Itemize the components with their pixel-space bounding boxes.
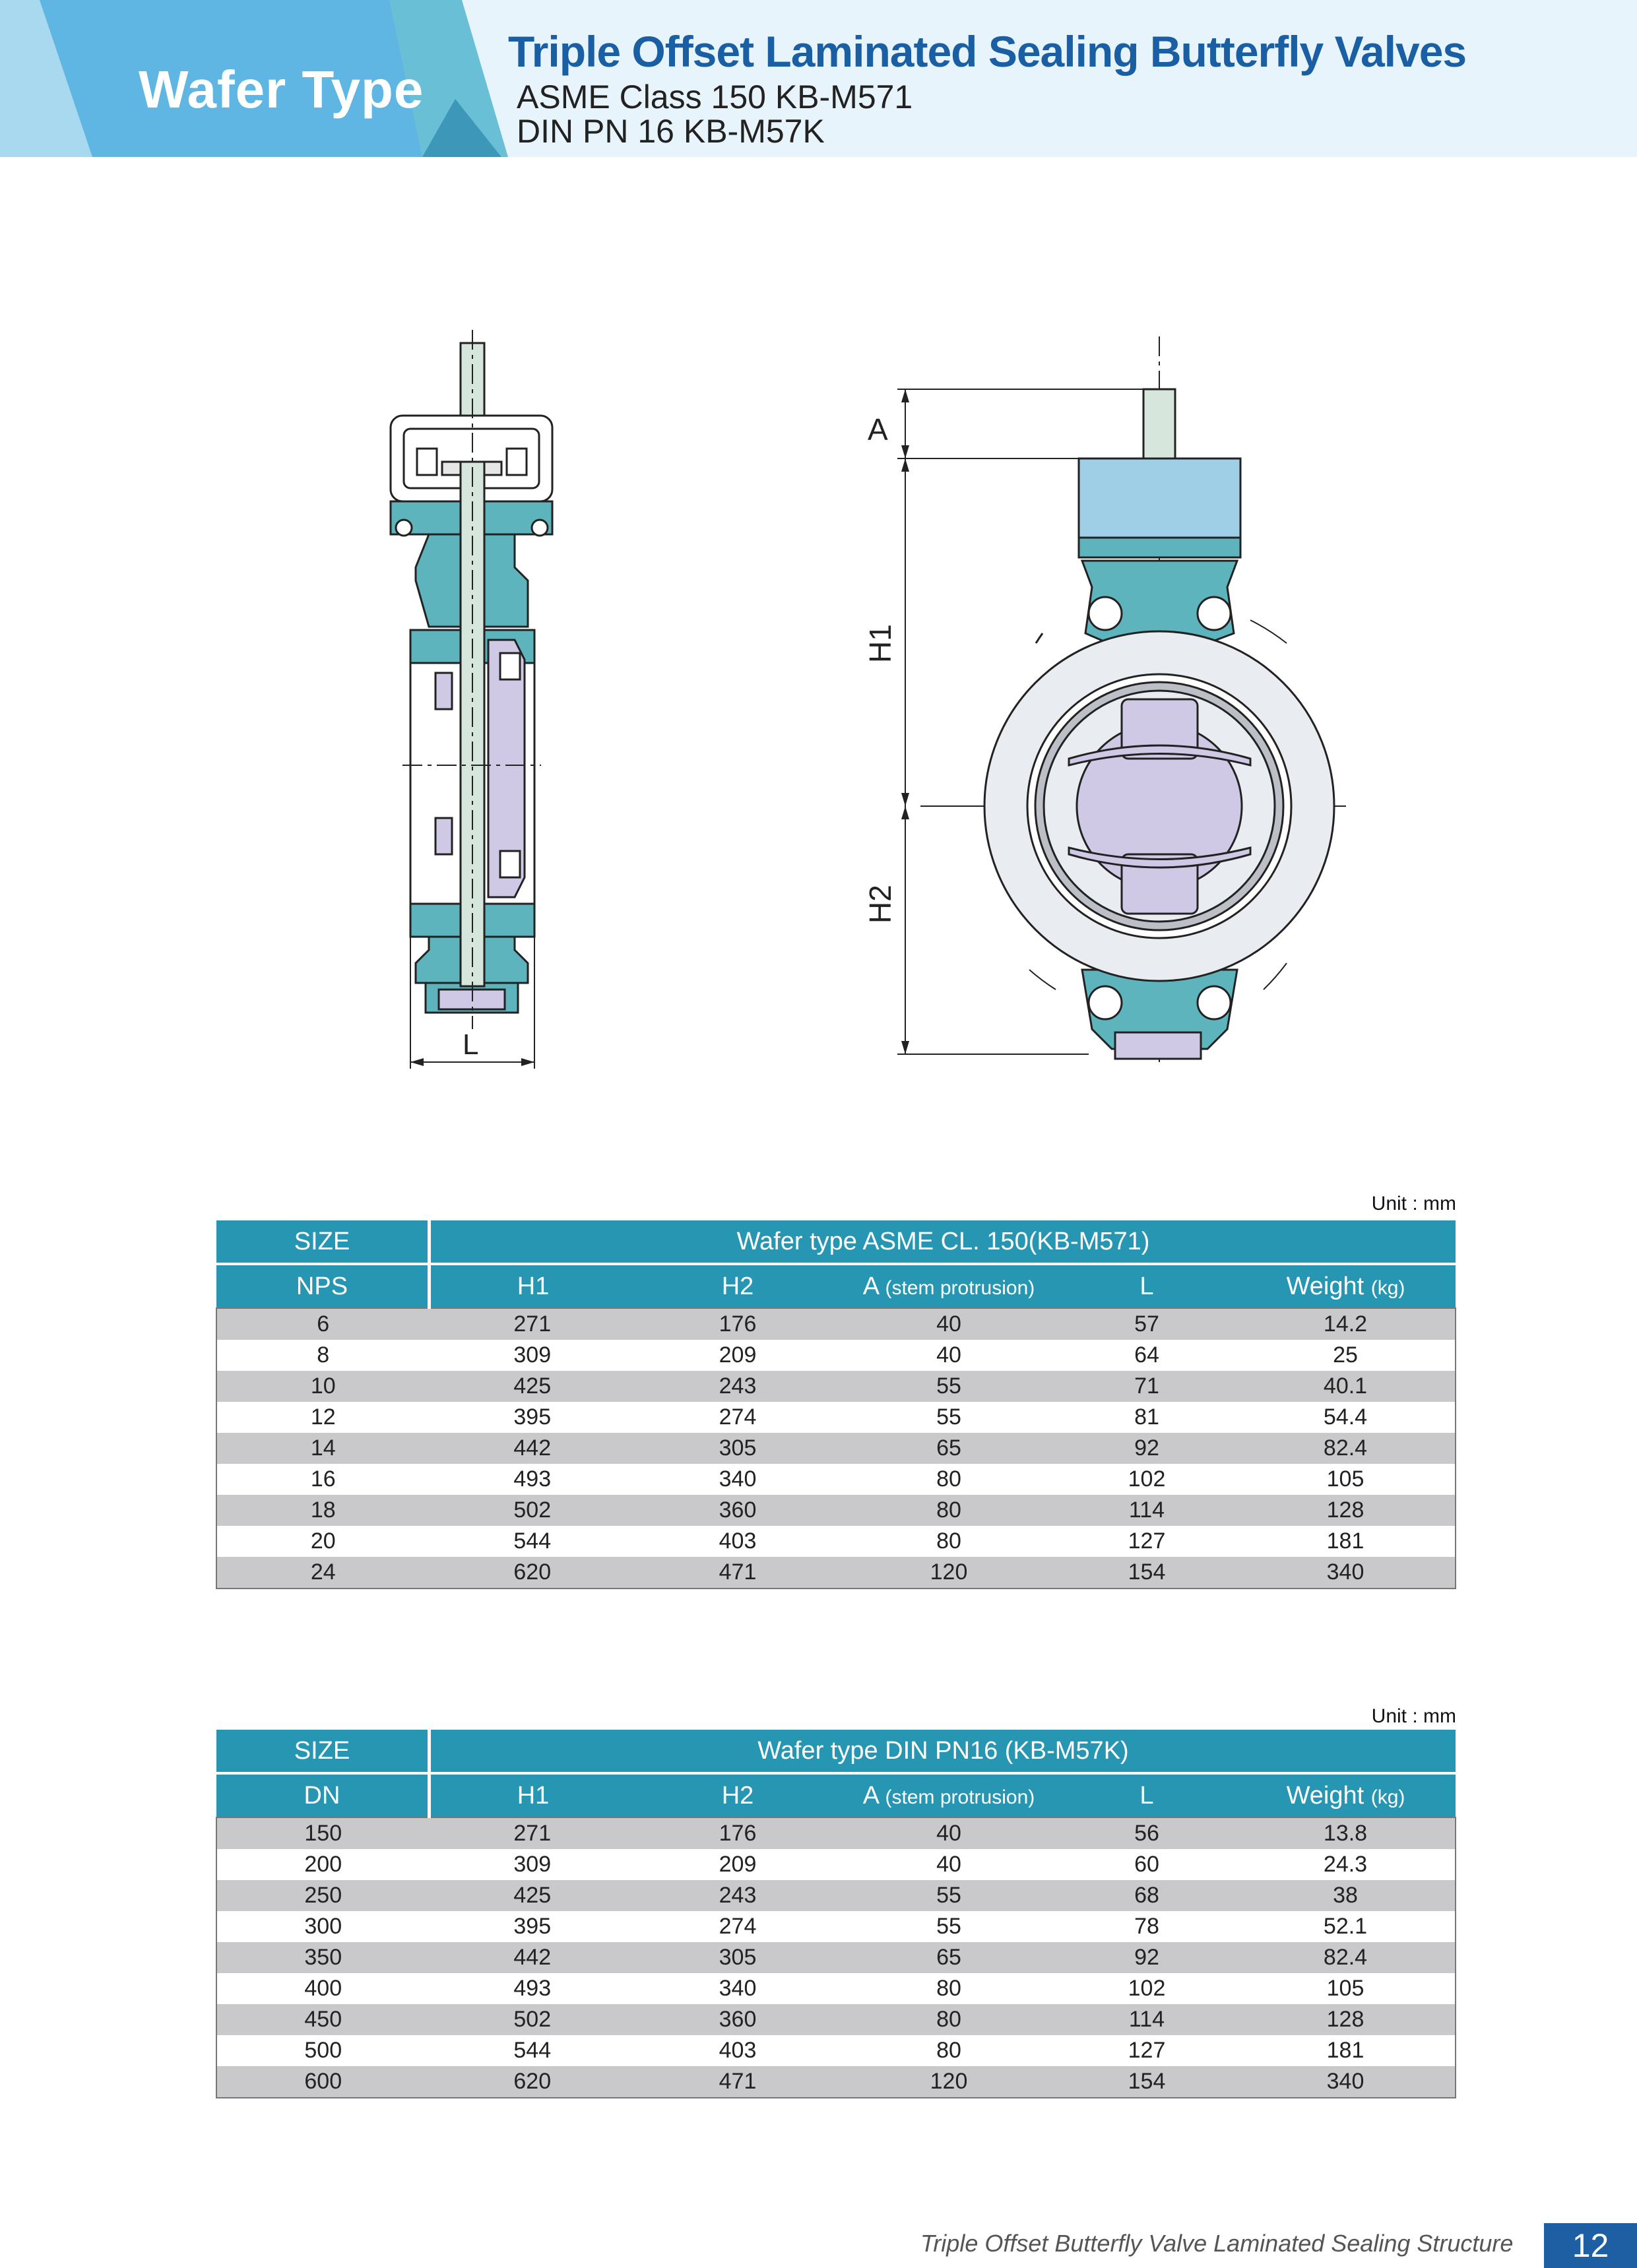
table-cell: 442: [430, 1942, 636, 1973]
table-cell: 450: [216, 2004, 430, 2035]
table-cell: 340: [1236, 1557, 1456, 1589]
page-number: 12: [1544, 2223, 1637, 2268]
side-view-drawing: [391, 330, 552, 1069]
table-cell: 18: [216, 1495, 430, 1526]
col-l: L: [1058, 1264, 1236, 1308]
table-cell: 209: [635, 1340, 840, 1371]
table-cell: 500: [216, 2035, 430, 2066]
table-cell: 493: [430, 1464, 636, 1495]
table-cell: 243: [635, 1371, 840, 1402]
table-cell: 274: [635, 1911, 840, 1942]
table-cell: 114: [1058, 2004, 1236, 2035]
table-row: [216, 1340, 1456, 1371]
table-cell: 54.4: [1236, 1402, 1456, 1433]
table-cell: 305: [635, 1433, 840, 1464]
table-cell: 271: [430, 1817, 636, 1849]
table-cell: 403: [635, 1526, 840, 1557]
table-cell: 350: [216, 1942, 430, 1973]
table-cell: 64: [1058, 1340, 1236, 1371]
table-cell: 425: [430, 1880, 636, 1911]
col-a: A (stem protrusion): [840, 1264, 1058, 1308]
table-cell: 309: [430, 1340, 636, 1371]
table-cell: 620: [430, 2066, 636, 2098]
table-cell: 493: [430, 1973, 636, 2004]
table-cell: 360: [635, 1495, 840, 1526]
col-a: A (stem protrusion): [840, 1773, 1058, 1817]
table-cell: 102: [1058, 1464, 1236, 1495]
table-row: [216, 1464, 1456, 1495]
table-cell: 471: [635, 1557, 840, 1589]
table-cell: 55: [840, 1371, 1058, 1402]
asme-dimension-table: [216, 1220, 1456, 1589]
table-cell: 80: [840, 1526, 1058, 1557]
col-nps: NPS: [216, 1264, 430, 1308]
table-cell: 360: [635, 2004, 840, 2035]
table-cell: 14.2: [1236, 1308, 1456, 1340]
table-cell: 395: [430, 1402, 636, 1433]
badge-title: Wafer Type: [139, 60, 424, 119]
table-cell: 209: [635, 1849, 840, 1880]
table-cell: 102: [1058, 1973, 1236, 2004]
front-dim-label-h2: H2: [863, 885, 897, 924]
table-row: [216, 1526, 1456, 1557]
table-cell: 80: [840, 2004, 1058, 2035]
table-cell: 60: [1058, 1849, 1236, 1880]
table-cell: 403: [635, 2035, 840, 2066]
table-cell: 200: [216, 1849, 430, 1880]
table-cell: 502: [430, 2004, 636, 2035]
table-row: [216, 1942, 1456, 1973]
page-header: [0, 0, 1637, 157]
table-cell: 340: [1236, 2066, 1456, 2098]
table-row: [216, 1371, 1456, 1402]
table-row: [216, 1880, 1456, 1911]
table-cell: 127: [1058, 2035, 1236, 2066]
table-cell: 80: [840, 1464, 1058, 1495]
table-cell: 40.1: [1236, 1371, 1456, 1402]
table-cell: 300: [216, 1911, 430, 1942]
table-cell: 92: [1058, 1433, 1236, 1464]
subtitle-asme: ASME Class 150 KB-M571: [517, 79, 913, 115]
table-cell: 20: [216, 1526, 430, 1557]
table-row: [216, 1849, 1456, 1880]
table-cell: 471: [635, 2066, 840, 2098]
unit-label-asme: Unit : mm: [1371, 1193, 1456, 1214]
table-cell: 6: [216, 1308, 430, 1340]
table-row: [216, 1433, 1456, 1464]
col-h2: H2: [635, 1264, 840, 1308]
table-cell: 14: [216, 1433, 430, 1464]
table-cell: 40: [840, 1817, 1058, 1849]
size-header: SIZE: [216, 1220, 430, 1264]
table-row: [216, 1911, 1456, 1942]
table-row: [216, 1308, 1456, 1340]
table-cell: 38: [1236, 1880, 1456, 1911]
table-cell: 80: [840, 2035, 1058, 2066]
table-cell: 55: [840, 1402, 1058, 1433]
table-cell: 114: [1058, 1495, 1236, 1526]
front-view-drawing: [897, 336, 1346, 1062]
table-cell: 309: [430, 1849, 636, 1880]
table-cell: 120: [840, 1557, 1058, 1589]
table-cell: 154: [1058, 2066, 1236, 2098]
table-group-title: Wafer type ASME CL. 150(KB-M571): [430, 1220, 1456, 1264]
table-cell: 128: [1236, 1495, 1456, 1526]
table-cell: 40: [840, 1340, 1058, 1371]
table-cell: 65: [840, 1433, 1058, 1464]
table-cell: 10: [216, 1371, 430, 1402]
unit-label-din: Unit : mm: [1371, 1705, 1456, 1727]
din-dimension-table: [216, 1730, 1456, 2098]
table-group-title: Wafer type DIN PN16 (KB-M57K): [430, 1730, 1456, 1773]
table-cell: 92: [1058, 1942, 1236, 1973]
table-cell: 181: [1236, 2035, 1456, 2066]
table-cell: 544: [430, 1526, 636, 1557]
table-row: [216, 2035, 1456, 2066]
subtitle-din: DIN PN 16 KB-M57K: [517, 113, 825, 150]
table-cell: 176: [635, 1308, 840, 1340]
table-cell: 68: [1058, 1880, 1236, 1911]
col-dn: DN: [216, 1773, 430, 1817]
table-cell: 81: [1058, 1402, 1236, 1433]
table-cell: 80: [840, 1495, 1058, 1526]
col-l: L: [1058, 1773, 1236, 1817]
table-cell: 176: [635, 1817, 840, 1849]
table-row: [216, 2066, 1456, 2098]
table-row: [216, 1557, 1456, 1589]
table-cell: 243: [635, 1880, 840, 1911]
table-cell: 40: [840, 1849, 1058, 1880]
table-cell: 12: [216, 1402, 430, 1433]
table-cell: 40: [840, 1308, 1058, 1340]
table-cell: 82.4: [1236, 1942, 1456, 1973]
table-cell: 16: [216, 1464, 430, 1495]
col-h1: H1: [430, 1264, 636, 1308]
table-row: [216, 1973, 1456, 2004]
table-cell: 502: [430, 1495, 636, 1526]
footer-text: Triple Offset Butterfly Valve Laminated Sealing Structure: [920, 2230, 1514, 2257]
table-cell: 395: [430, 1911, 636, 1942]
table-cell: 55: [840, 1880, 1058, 1911]
table-cell: 305: [635, 1942, 840, 1973]
table-cell: 80: [840, 1973, 1058, 2004]
table-row: [216, 2004, 1456, 2035]
side-dim-label-l: L: [463, 1028, 479, 1061]
table-row: [216, 1402, 1456, 1433]
table-cell: 271: [430, 1308, 636, 1340]
valve-drawings: [0, 317, 1637, 1108]
page-title: Triple Offset Laminated Sealing Butterfly Valves: [508, 27, 1467, 76]
table-cell: 25: [1236, 1340, 1456, 1371]
col-h2: H2: [635, 1773, 840, 1817]
table-cell: 24.3: [1236, 1849, 1456, 1880]
front-dim-label-a: A: [868, 412, 888, 447]
table-cell: 105: [1236, 1464, 1456, 1495]
table-cell: 78: [1058, 1911, 1236, 1942]
size-header: SIZE: [216, 1730, 430, 1773]
col-weight: Weight (kg): [1236, 1773, 1456, 1817]
table-cell: 250: [216, 1880, 430, 1911]
table-cell: 24: [216, 1557, 430, 1589]
table-cell: 600: [216, 2066, 430, 2098]
col-h1: H1: [430, 1773, 636, 1817]
table-cell: 120: [840, 2066, 1058, 2098]
table-cell: 55: [840, 1911, 1058, 1942]
table-cell: 127: [1058, 1526, 1236, 1557]
table-cell: 150: [216, 1817, 430, 1849]
table-cell: 274: [635, 1402, 840, 1433]
table-cell: 400: [216, 1973, 430, 2004]
table-cell: 56: [1058, 1817, 1236, 1849]
table-cell: 128: [1236, 2004, 1456, 2035]
table-row: [216, 1817, 1456, 1849]
table-cell: 105: [1236, 1973, 1456, 2004]
table-cell: 57: [1058, 1308, 1236, 1340]
table-cell: 181: [1236, 1526, 1456, 1557]
table-cell: 340: [635, 1973, 840, 2004]
table-cell: 82.4: [1236, 1433, 1456, 1464]
front-dim-label-h1: H1: [863, 624, 897, 663]
table-cell: 8: [216, 1340, 430, 1371]
col-weight: Weight (kg): [1236, 1264, 1456, 1308]
table-cell: 154: [1058, 1557, 1236, 1589]
table-cell: 442: [430, 1433, 636, 1464]
table-cell: 340: [635, 1464, 840, 1495]
table-cell: 71: [1058, 1371, 1236, 1402]
table-cell: 425: [430, 1371, 636, 1402]
table-cell: 620: [430, 1557, 636, 1589]
table-cell: 544: [430, 2035, 636, 2066]
table-cell: 65: [840, 1942, 1058, 1973]
table-cell: 13.8: [1236, 1817, 1456, 1849]
table-row: [216, 1495, 1456, 1526]
table-cell: 52.1: [1236, 1911, 1456, 1942]
